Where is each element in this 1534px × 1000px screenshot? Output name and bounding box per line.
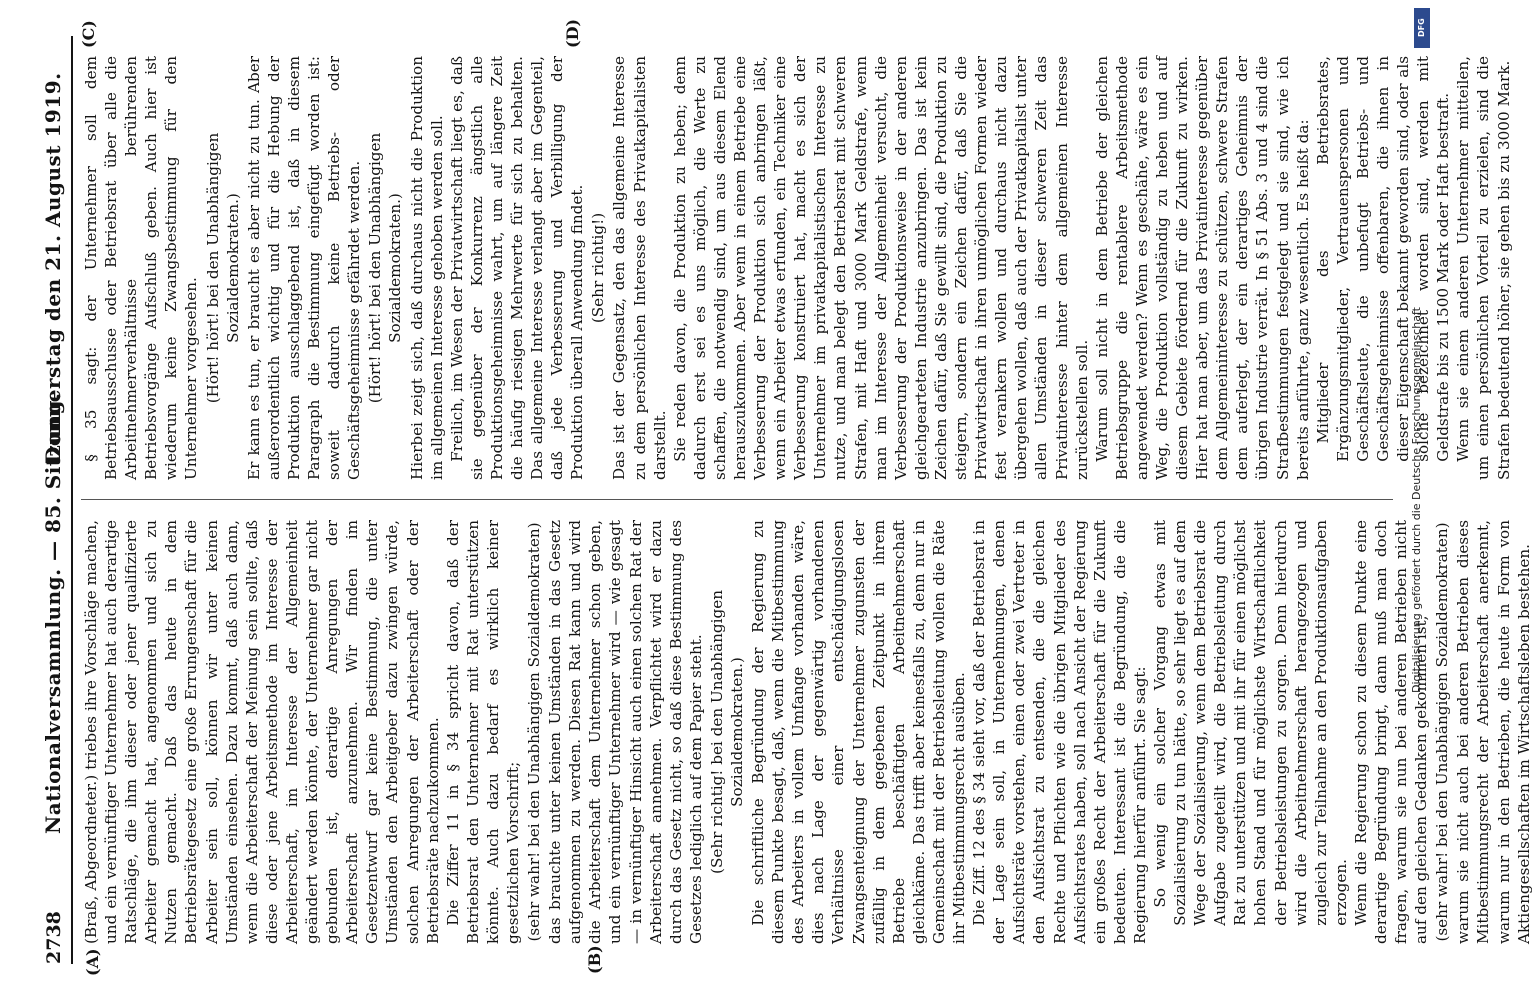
paragraph: Wenn die Regierung schon zu diesem Punkte eine derartige Begründung bringt, dann muß man doch fragen, warum sie nun bei anderen Betrieben nicht auf den gleichen Gedanken gekommen ist, xyxy=(1351,520,1431,944)
left-column xyxy=(81,520,1533,944)
paragraph: (Braß, Abgeordneter.) triebes ihre Vorschläge machen, und ein vernünftiger Unternehmer hat auch derartige Ratschläge, die ihm dieser oder jener qualifizierte Arbeiter gemacht hat, angenommen und sich zu Nutzen gemacht. Daß das heute in dem Betriebsrätegesetz eine große Errungenschaft für die Arbeiter sein soll, können wir unter keinen Umständen einsehen. Dazu kommt, daß auch dann, wenn die Arbeiterschaft der Meinung sein sollte, daß diese oder jene Arbeitsmethode im Interesse der Arbeiterschaft, im Interesse der Allgemeinheit geändert werden könnte, der Unternehmer gar nicht gebunden ist, derartige Anregungen der Arbeiterschaft anzunehmen. Wir finden im Gesetzentwurf gar keine Bestimmung, die unter Umständen den Arbeitgeber dazu zwingen würde, solchen Anregungen der Arbeiterschaft oder der Betriebsräte nachzukommen. xyxy=(82,520,442,944)
page-number: 2738 xyxy=(43,911,65,964)
paragraph: Wenn sie einem anderen Unternehmer mitteilen, um einen persönlichen Vorteil zu erzielen, sind die Strafen bedeutend höher, sie gehen bis zu 3000 Mark. xyxy=(1454,56,1513,480)
interjection: (Hört! hört! bei den Unabhängigen Sozialdemokraten.) xyxy=(366,132,405,404)
paragraph: das brauchte unter keinen Umständen in das Gesetz aufgenommen zu werden. Diesen Rat kann und wird die Arbeiterschaft dem Unternehmer schon geben, und ein vernünftiger Unternehmer wird — wie gesagt — in vernünftiger Hinsicht auch einen solchen Rat der Arbeiterschaft annehmen. Verpflichtet wird er dazu durch das Gesetz nicht, so daß diese Bestimmung des Gesetzes lediglich auf dem Papier steht. xyxy=(546,520,705,944)
quotation: Mitglieder des Betriebsrates, Ergänzungsmitglieder, Vertrauenspersonen und Geschäftsleute, die unbefugt Betriebs- und Geschäftsgeheimnisse offenbaren, die ihnen in dieser Eigenschaft bekannt geworden sind, oder als solche bezeichnet worden sind, werden mit Geldstrafe bis zu 1500 Mark oder Haft bestraft. xyxy=(1313,56,1453,462)
paragraph: Die Ziff. 12 des § 34 sieht vor, daß der Betriebsrat in der Lage sein soll, in Unternehmungen, denen Aufsichtsräte vorstehen, einen oder zwei Vertreter in den Aufsichtsrat zu entsenden, die die gleichen Rechte und Pflichten wie die übrigen Mitglieder des Aufsichtsrates haben, soll nach Ansicht der Regierung ein großes Recht der Arbeiterschaft für die Zukunft bedeuten. Interessant ist die Begründung, die die Regierung hierfür anführt. Sie sagt: xyxy=(970,520,1149,944)
paragraph: Das ist der Gegensatz, den das allgemeine Interesse zu dem persönlichen Interesse des Privatkapitalisten darstellt. xyxy=(610,56,669,480)
paragraph: Freilich, im Wesen der Privatwirtschaft liegt es, daß sie gegenüber der Konkurrenz ängstlich alle Produktionsgeheimnisse wahrt, um auf längere Zeit die häufig riesigen Mehrwerte für sich zu behalten. Das allgemeine Interesse verlangt aber im Gegenteil, daß jede Verbesserung und Verbilligung der Produktion überall Anwendung findet. xyxy=(447,56,587,480)
digitization-note: Digitalisierung gefördert durch die Deutsche Forschungsgemeinschaft xyxy=(1410,307,1423,693)
interjection: (sehr wahr! bei den Unabhängigen Sozialdemokraten) xyxy=(1433,522,1452,942)
interjection: (Sehr richtig! bei den Unabhängigen Sozialdemokraten.) xyxy=(707,590,746,874)
session-title: Nationalversammlung. — 85. Sitzung. xyxy=(41,392,65,834)
paragraph: Hierbei zeigt sich, daß durchaus nicht die Produktion im allgemeinen Interesse gehoben werden soll. xyxy=(407,56,446,480)
margin-marker-d: (D) xyxy=(563,18,582,48)
paragraph: § 35 sagt: der Unternehmer soll dem Betriebsausschusse oder Betriebsrat über alle die Arbeitnehmerverhältnisse berührenden Betriebsvorgänge Aufschluß geben. Auch hier ist wiederum keine Zwangsbestimmung für den Unternehmer vorgesehen. xyxy=(82,56,201,480)
paragraph: warum sie nicht auch bei anderen Betrieben dieses Mitbestimmungsrecht der Arbeiterschaft anerkennt, warum nur in den Betrieben, die heute in Form von Aktiengesellschaften im Wirtschaftsleben bestehen. xyxy=(1454,520,1533,944)
interjection: (Hört! hört! bei den Unabhängigen Sozialdemokraten.) xyxy=(203,132,242,404)
paragraph: Die Ziffer 11 in § 34 spricht davon, daß der Betriebsrat den Unternehmer mit Rat unterstützen könnte. Auch dazu bedarf es wirklich keiner gesetzlichen Vorschrift; xyxy=(443,520,522,944)
column-divider xyxy=(81,499,1393,500)
date-line: Donnerstag den 21. August 1919. xyxy=(41,72,65,464)
paragraph: Warum soll nicht in dem Betriebe der gleichen Betriebsgruppe die rentablere Arbeitsmethode angewendet werden? Wenn es geschähe, wäre es ein Weg, die Produktion vollständig zu heben und auf diesem Gebiete fördernd für die Zukunft zu wirken. Hier hat man aber, um das Privatinteresse gegenüber dem Allgemeininteresse zu schützen, schwere Strafen dem auferlegt, der ein derartiges Geheimnis der übrigen Industrie verrät. In § 51 Abs. 3 und 4 sind die Strafbestimmungen festgelegt und sie sind, wie ich bereits anführte, ganz wesentlich. Es heißt da: xyxy=(1092,56,1312,480)
paragraph: Er kann es tun, er braucht es aber nicht zu tun. Aber außerordentlich wichtig und für die Hebung der Produktion ausschlaggebend ist, daß in diesem Paragraph die Bestimmung eingefügt worden ist: soweit dadurch keine Betriebs- oder Geschäftsgeheimnisse gefährdet werden. xyxy=(244,56,364,480)
dfg-logo: DFG xyxy=(1414,8,1430,48)
interjection: (Sehr richtig!) xyxy=(589,212,608,324)
paragraph: Die schriftliche Begründung der Regierung zu diesem Punkte besagt, daß, wenn die Mitbestimmung des Arbeiters in vollem Umfange vorhanden wäre, dies nach Lage der gegenwärtig vorhandenen Verhältnisse einer entschädigungslosen Zwangsenteignung der Unternehmer zugunsten der zufällig in dem gegebenen Zeitpunkt in ihrem Betriebe beschäftigten Arbeitnehmerschaft gleichkäme. Das trifft aber keinesfalls zu, denn nur in Gemeinschaft mit der Betriebsleitung wollen die Räte ihr Mitbestimmungsrecht ausüben. xyxy=(749,520,969,944)
right-column xyxy=(81,56,1513,480)
page-header xyxy=(33,36,73,964)
quotation: So wenig ein solcher Vorgang etwas mit Sozialisierung zu tun hätte, so sehr liegt es auf dem Wege der Sozialisierung, wenn dem Betriebsrat die Aufgabe zugeteilt wird, die Betriebsleitung durch Rat zu unterstützen und mit ihr für einen möglichst hohen Stand und für möglichste Wirtschaftlichkeit der Betriebsleistungen zu sorgen. Denn hierdurch wird die Arbeitnehmerschaft herangezogen und zugleich zur Teilnahme an den Produktionsaufgaben erzogen. xyxy=(1150,520,1350,926)
margin-marker-b: (B) xyxy=(585,945,604,974)
paragraph: Sie reden davon, die Produktion zu heben; denn dadurch erst sei es uns möglich, die Werte zu schaffen, die notwendig sind, um aus diesem Elend herauszukommen. Aber wenn in einem Betriebe eine Verbesserung der Produktion sich anbringen läßt, wenn ein Arbeiter etwas erfunden, ein Techniker eine Verbesserung konstruiert hat, macht es sich der Unternehmer im privatkapitalistischen Interesse zu nutze, und man belegt den Betriebsrat mit schweren Strafen, mit Haft und 3000 Mark Geldstrafe, wenn man im Interesse der Allgemeinheit versucht, die Verbesserung der Produktionsweise in der anderen gleichgearteten Industrie anzubringen. Das ist kein Zeichen dafür, daß Sie gewillt sind, die Produktion zu steigern, sondern ein Zeichen dafür, daß Sie die Privatwirtschaft in ihren unmöglichen Formen wieder fest verankern wollen und durchaus nicht dazu übergehen wollen, daß auch der Privatkapitalist unter allen Umständen in dieser schweren Zeit das Privatinteresse hinter dem allgemeinen Interesse zurückstellen soll. xyxy=(670,56,1091,480)
margin-marker-c: (C) xyxy=(79,20,98,48)
margin-marker-a: (A) xyxy=(83,948,102,976)
interjection: (sehr wahr! bei den Unabhängigen Sozialdemokraten) xyxy=(525,522,544,942)
